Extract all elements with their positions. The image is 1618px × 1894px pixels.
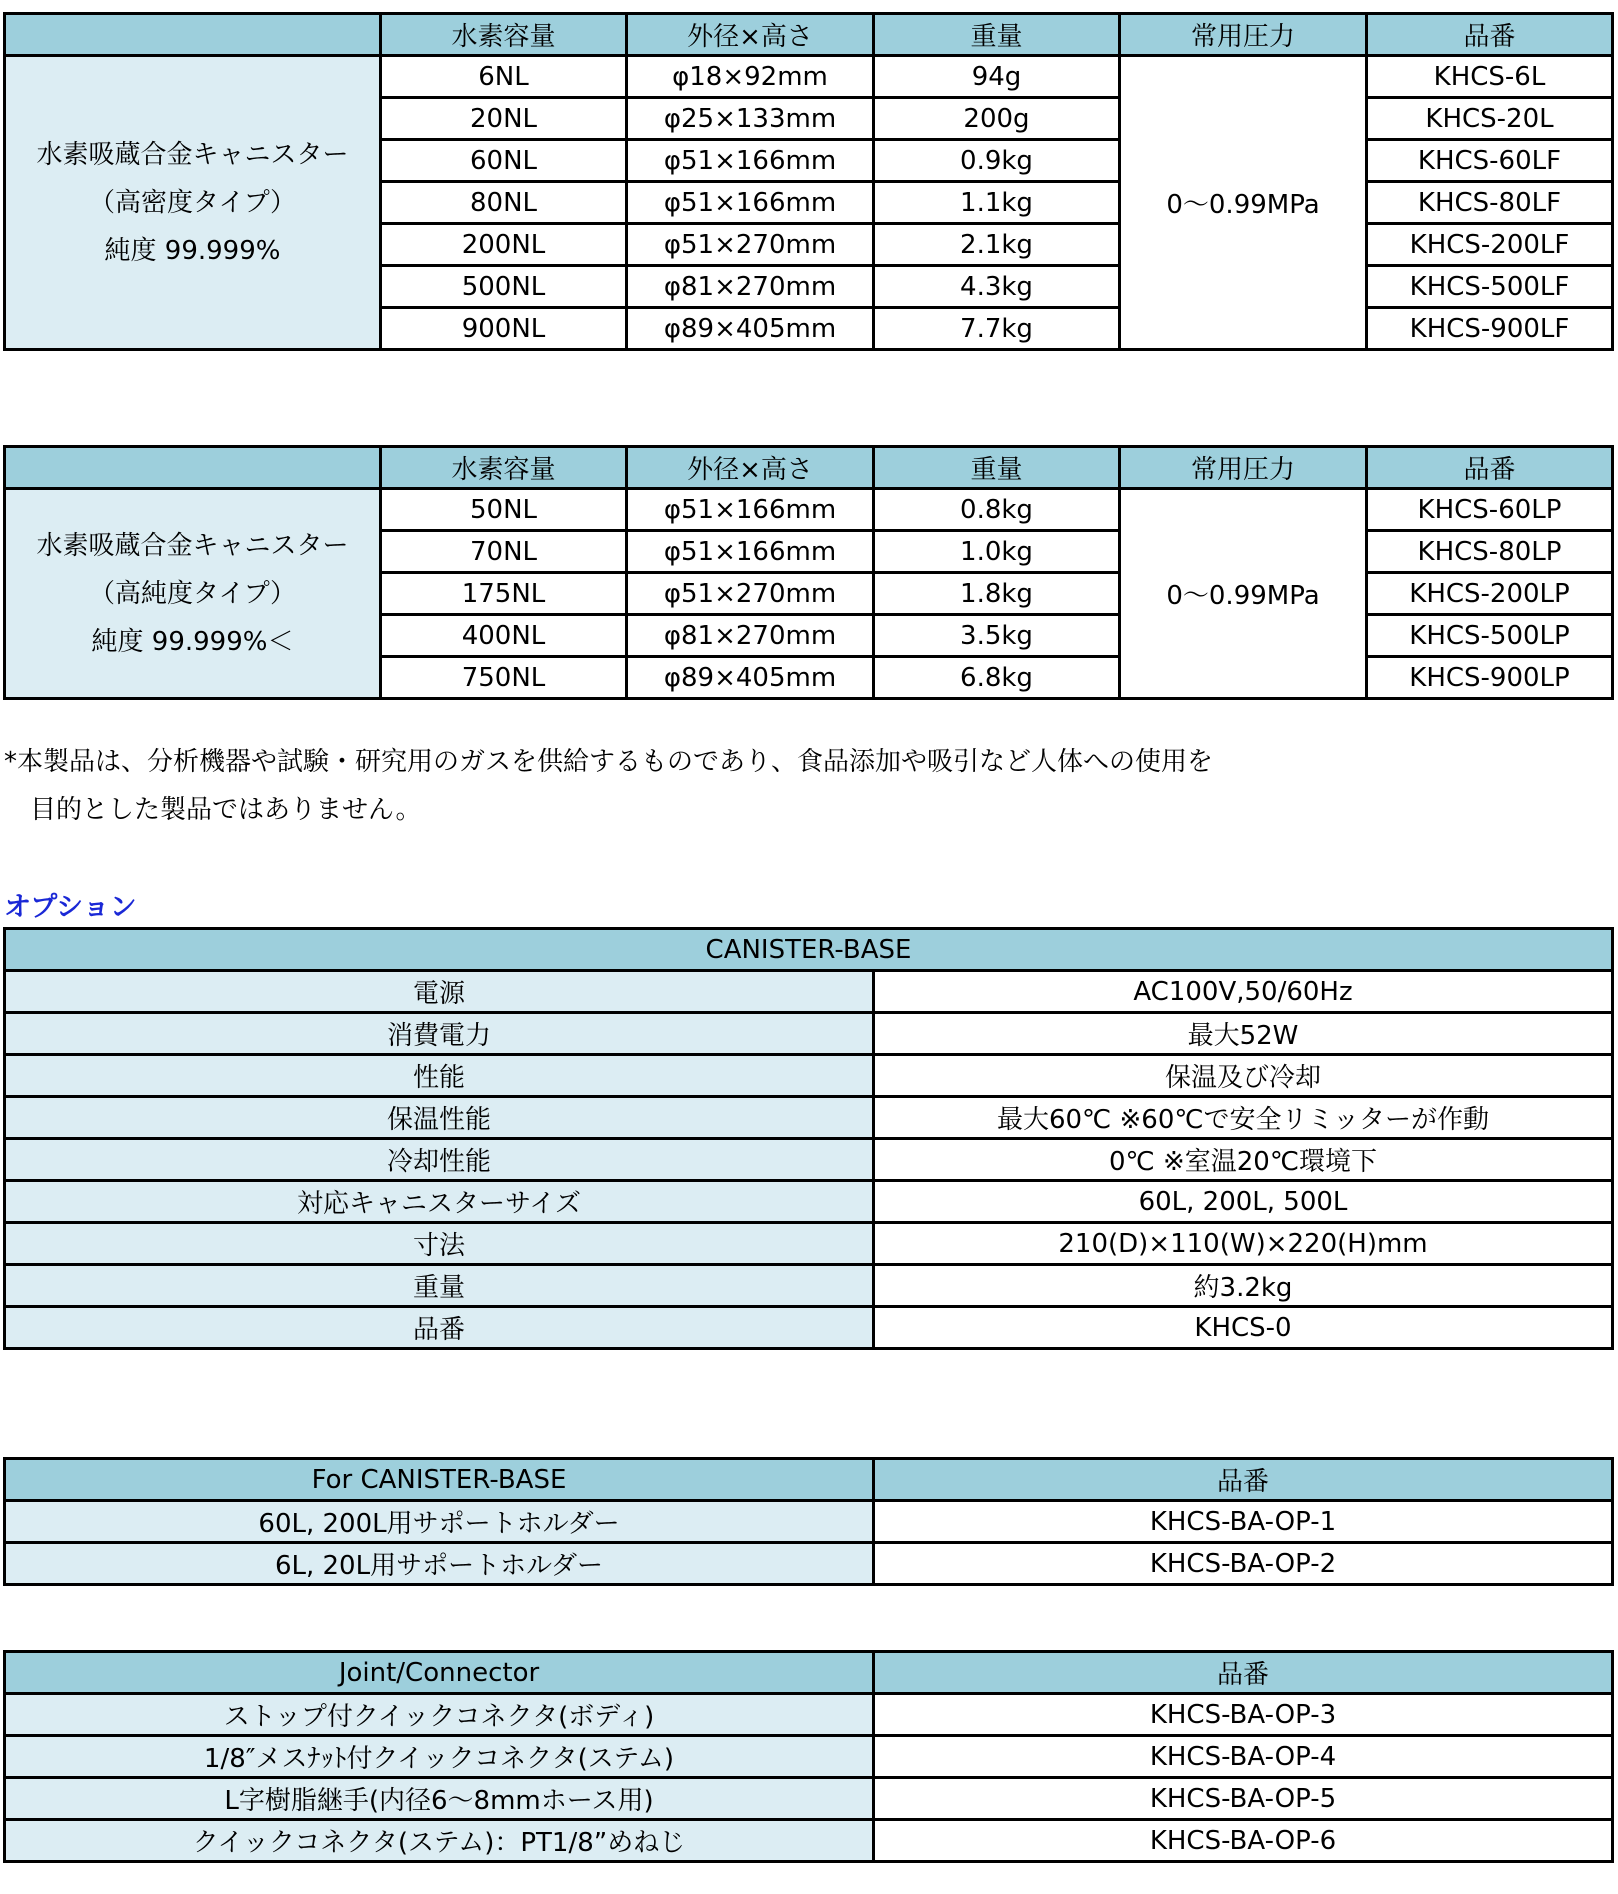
for-canister-base-table xyxy=(3,1457,1614,1586)
weight-cell: 0.9kg xyxy=(874,140,1120,182)
spec-value: 保温及び冷却 xyxy=(874,1055,1613,1097)
part-number-cell: KHCS-60LP xyxy=(1367,489,1613,531)
spec-label: 冷却性能 xyxy=(5,1139,874,1181)
weight-cell: 2.1kg xyxy=(874,224,1120,266)
options-title: オプション xyxy=(4,892,137,923)
item-label: 6L, 20L用サポートホルダー xyxy=(5,1543,874,1585)
weight-cell: 94g xyxy=(874,56,1120,98)
spec-value: 最大52W xyxy=(874,1013,1613,1055)
weight-cell: 6.8kg xyxy=(874,657,1120,699)
size-cell: φ18×92mm xyxy=(627,56,874,98)
product-label xyxy=(5,56,381,350)
table-header-row xyxy=(5,1459,1613,1501)
part-number-cell: KHCS-BA-OP-3 xyxy=(874,1694,1613,1736)
table-row xyxy=(5,1265,1613,1307)
table-row xyxy=(5,1736,1613,1778)
spec-value: 約3.2kg xyxy=(874,1265,1613,1307)
size-cell: φ51×166mm xyxy=(627,140,874,182)
table-row xyxy=(5,1501,1613,1543)
header-pressure: 常用圧力 xyxy=(1120,447,1367,489)
table-row xyxy=(5,1055,1613,1097)
part-number-cell: KHCS-20L xyxy=(1367,98,1613,140)
spec-value: 0℃ ※室温20℃環境下 xyxy=(874,1139,1613,1181)
spec-value: 60L, 200L, 500L xyxy=(874,1181,1613,1223)
header-capacity: 水素容量 xyxy=(381,14,627,56)
table-header-row xyxy=(5,1652,1613,1694)
part-number-cell: KHCS-80LP xyxy=(1367,531,1613,573)
capacity-cell: 400NL xyxy=(381,615,627,657)
capacity-cell: 60NL xyxy=(381,140,627,182)
weight-cell: 7.7kg xyxy=(874,308,1120,350)
header-weight: 重量 xyxy=(874,447,1120,489)
table-row xyxy=(5,1097,1613,1139)
header-cell xyxy=(5,447,381,489)
spec-value: KHCS-0 xyxy=(874,1307,1613,1349)
product-label-line: 水素吸蔵合金キャニスター xyxy=(36,530,349,561)
spec-label: 対応キャニスターサイズ xyxy=(5,1181,874,1223)
spec-label: 電源 xyxy=(5,971,874,1013)
table-row xyxy=(5,1778,1613,1820)
capacity-cell: 20NL xyxy=(381,98,627,140)
spec-label: 性能 xyxy=(5,1055,874,1097)
item-label: L字樹脂継手(内径6～8mmホース用) xyxy=(5,1778,874,1820)
weight-cell: 4.3kg xyxy=(874,266,1120,308)
spec-label: 重量 xyxy=(5,1265,874,1307)
part-number-cell: KHCS-60LF xyxy=(1367,140,1613,182)
size-cell: φ51×270mm xyxy=(627,573,874,615)
spec-value: AC100V,50/60Hz xyxy=(874,971,1613,1013)
capacity-cell: 70NL xyxy=(381,531,627,573)
table-row xyxy=(5,1013,1613,1055)
part-number-cell: KHCS-500LF xyxy=(1367,266,1613,308)
note-line: 目的とした製品ではありません。 xyxy=(4,795,422,825)
item-label: ストップ付クイックコネクタ(ボディ) xyxy=(5,1694,874,1736)
product-label-line: 純度 99.999% xyxy=(104,235,281,266)
weight-cell: 1.0kg xyxy=(874,531,1120,573)
note-line: *本製品は、分析機器や試験・研究用のガスを供給するものであり、食品添加や吸引など人体への使用を xyxy=(4,747,1214,777)
weight-cell: 1.8kg xyxy=(874,573,1120,615)
header-part-number: 品番 xyxy=(874,1459,1613,1501)
spec-value: 210(D)×110(W)×220(H)mm xyxy=(874,1223,1613,1265)
capacity-cell: 900NL xyxy=(381,308,627,350)
size-cell: φ81×270mm xyxy=(627,615,874,657)
size-cell: φ25×133mm xyxy=(627,98,874,140)
header-pressure: 常用圧力 xyxy=(1120,14,1367,56)
part-number-cell: KHCS-900LF xyxy=(1367,308,1613,350)
weight-cell: 3.5kg xyxy=(874,615,1120,657)
header-size: 外径×高さ xyxy=(627,14,874,56)
capacity-cell: 50NL xyxy=(381,489,627,531)
table-row xyxy=(5,1543,1613,1585)
joint-connector-table xyxy=(3,1650,1614,1863)
table-header-row xyxy=(5,929,1613,971)
spec-label: 消費電力 xyxy=(5,1013,874,1055)
product-label-line: （高純度タイプ） xyxy=(89,578,296,609)
pressure-cell: 0～0.99MPa xyxy=(1120,489,1367,699)
product-label-line: （高密度タイプ） xyxy=(89,187,296,218)
product-label-line: 水素吸蔵合金キャニスター xyxy=(36,139,349,170)
header-part-number: 品番 xyxy=(874,1652,1613,1694)
header-part-number: 品番 xyxy=(1367,14,1613,56)
product-table-high-density xyxy=(3,12,1614,351)
part-number-cell: KHCS-500LP xyxy=(1367,615,1613,657)
part-number-cell: KHCS-BA-OP-1 xyxy=(874,1501,1613,1543)
table-row xyxy=(5,56,1613,98)
spec-label: 寸法 xyxy=(5,1223,874,1265)
product-label xyxy=(5,489,381,699)
product-table-high-purity xyxy=(3,445,1614,700)
table-row xyxy=(5,971,1613,1013)
table-header-row xyxy=(5,14,1613,56)
item-label: 1/8″メスﾅｯﾄ付クイックコネクタ(ステム) xyxy=(5,1736,874,1778)
capacity-cell: 6NL xyxy=(381,56,627,98)
header-part-number: 品番 xyxy=(1367,447,1613,489)
capacity-cell: 80NL xyxy=(381,182,627,224)
table-row xyxy=(5,1694,1613,1736)
item-label: クイックコネクタ(ステム)：PT1/8”めねじ xyxy=(5,1820,874,1862)
capacity-cell: 200NL xyxy=(381,224,627,266)
header-weight: 重量 xyxy=(874,14,1120,56)
header-size: 外径×高さ xyxy=(627,447,874,489)
capacity-cell: 500NL xyxy=(381,266,627,308)
table-row xyxy=(5,1181,1613,1223)
header-cell xyxy=(5,14,381,56)
spec-value: 最大60℃ ※60℃で安全リミッターが作動 xyxy=(874,1097,1613,1139)
part-number-cell: KHCS-6L xyxy=(1367,56,1613,98)
weight-cell: 200g xyxy=(874,98,1120,140)
weight-cell: 1.1kg xyxy=(874,182,1120,224)
canister-base-header: CANISTER-BASE xyxy=(5,929,1613,971)
table-row xyxy=(5,1820,1613,1862)
header-item: For CANISTER-BASE xyxy=(5,1459,874,1501)
table-row xyxy=(5,1139,1613,1181)
capacity-cell: 175NL xyxy=(381,573,627,615)
size-cell: φ51×166mm xyxy=(627,489,874,531)
usage-note xyxy=(4,738,1213,834)
part-number-cell: KHCS-900LP xyxy=(1367,657,1613,699)
part-number-cell: KHCS-80LF xyxy=(1367,182,1613,224)
size-cell: φ51×270mm xyxy=(627,224,874,266)
size-cell: φ51×166mm xyxy=(627,531,874,573)
part-number-cell: KHCS-BA-OP-2 xyxy=(874,1543,1613,1585)
size-cell: φ89×405mm xyxy=(627,308,874,350)
part-number-cell: KHCS-BA-OP-5 xyxy=(874,1778,1613,1820)
table-header-row xyxy=(5,447,1613,489)
weight-cell: 0.8kg xyxy=(874,489,1120,531)
spec-label: 保温性能 xyxy=(5,1097,874,1139)
item-label: 60L, 200L用サポートホルダー xyxy=(5,1501,874,1543)
part-number-cell: KHCS-BA-OP-6 xyxy=(874,1820,1613,1862)
capacity-cell: 750NL xyxy=(381,657,627,699)
pressure-cell: 0～0.99MPa xyxy=(1120,56,1367,350)
header-item: Joint/Connector xyxy=(5,1652,874,1694)
table-row xyxy=(5,489,1613,531)
canister-base-table xyxy=(3,927,1614,1350)
part-number-cell: KHCS-BA-OP-4 xyxy=(874,1736,1613,1778)
part-number-cell: KHCS-200LP xyxy=(1367,573,1613,615)
spec-label: 品番 xyxy=(5,1307,874,1349)
table-row xyxy=(5,1307,1613,1349)
table-row xyxy=(5,1223,1613,1265)
header-capacity: 水素容量 xyxy=(381,447,627,489)
product-label-line: 純度 99.999%＜ xyxy=(91,626,294,657)
size-cell: φ51×166mm xyxy=(627,182,874,224)
size-cell: φ89×405mm xyxy=(627,657,874,699)
part-number-cell: KHCS-200LF xyxy=(1367,224,1613,266)
size-cell: φ81×270mm xyxy=(627,266,874,308)
